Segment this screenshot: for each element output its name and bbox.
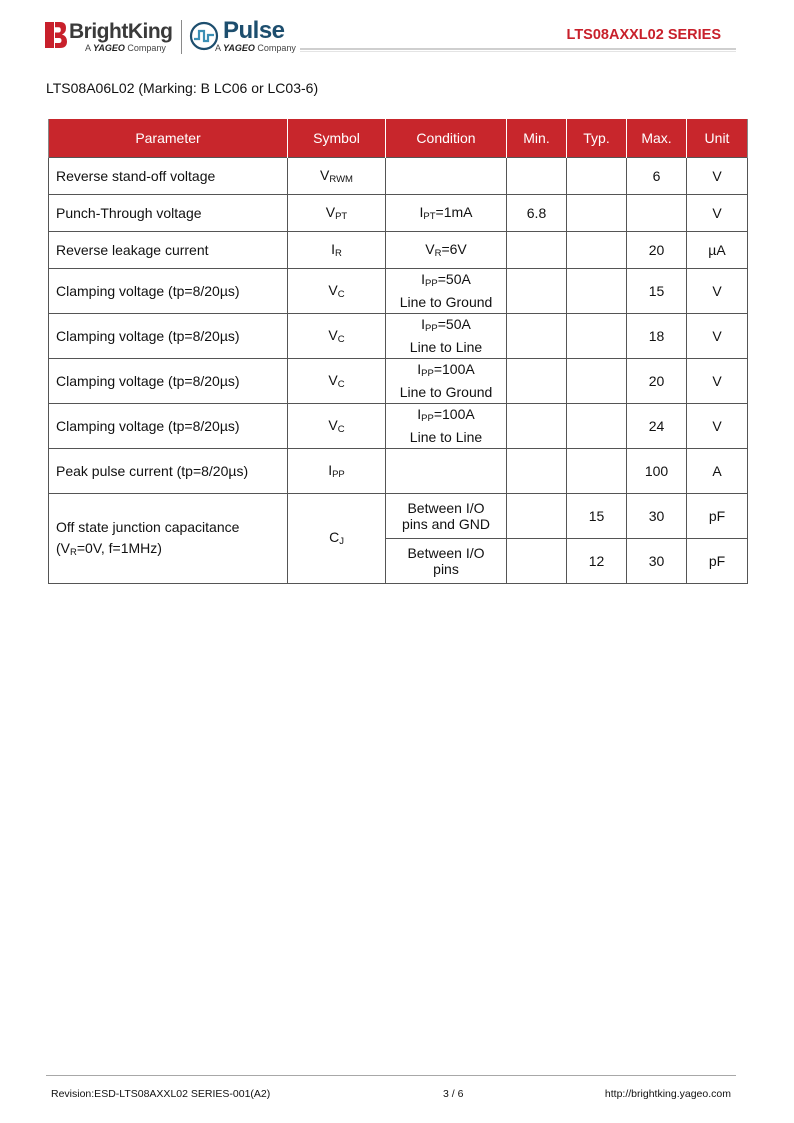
max-cell: 24: [627, 404, 687, 449]
min-cell: [507, 269, 567, 314]
max-cell: 20: [627, 359, 687, 404]
table-row: [49, 232, 748, 269]
typ-cell: [567, 269, 627, 314]
min-cell: [507, 494, 567, 539]
column-header-parameter: Parameter: [49, 119, 288, 158]
min-cell: [507, 359, 567, 404]
unit-cell: V: [687, 195, 748, 232]
condition-cell: $V_R=6V$: [386, 232, 507, 269]
typ-cell: [567, 359, 627, 404]
min-cell: [507, 404, 567, 449]
symbol-cell: $C_J$: [288, 494, 386, 584]
footer-rule: [46, 1075, 736, 1076]
parameter-cell: Off state junction capacitance ($V_R=0V$, f=1MHz): [49, 494, 288, 584]
condition-cell: [386, 449, 507, 494]
max-cell: 100: [627, 449, 687, 494]
table-row: [49, 449, 748, 494]
typ-cell: 15: [567, 494, 627, 539]
symbol-cell: $V_C$: [288, 269, 386, 314]
condition-cell: $I_{PP}=100A$ Line to Line: [386, 404, 507, 449]
parameter-cell: Reverse leakage current: [49, 232, 288, 269]
column-header-condition: Condition: [386, 119, 507, 158]
page-header: [0, 0, 794, 60]
typ-cell: [567, 158, 627, 195]
table-row: [49, 158, 748, 195]
max-cell: 30: [627, 539, 687, 584]
column-header-unit: Unit: [687, 119, 748, 158]
typ-cell: [567, 195, 627, 232]
table-row: [49, 314, 748, 359]
min-cell: [507, 158, 567, 195]
pulse-wordmark: Pulse: [223, 17, 285, 44]
column-header-min: Min.: [507, 119, 567, 158]
parameter-cell: Punch-Through voltage: [49, 195, 288, 232]
condition-cell: $I_{PP}=100A$ Line to Ground: [386, 359, 507, 404]
unit-cell: pF: [687, 539, 748, 584]
pulse-logo: [189, 18, 309, 56]
website-link[interactable]: http://brightking.yageo.com: [604, 1088, 731, 1100]
unit-cell: V: [687, 269, 748, 314]
min-cell: [507, 232, 567, 269]
min-cell: [507, 449, 567, 494]
max-cell: 6: [627, 158, 687, 195]
min-cell: [507, 539, 567, 584]
unit-cell: V: [687, 158, 748, 195]
table-row: [49, 404, 748, 449]
table-row: [49, 494, 748, 539]
column-header-symbol: Symbol: [288, 119, 386, 158]
table-row: [49, 195, 748, 232]
max-cell: 30: [627, 494, 687, 539]
unit-cell: V: [687, 359, 748, 404]
max-cell: 20: [627, 232, 687, 269]
symbol-cell: $V_C$: [288, 359, 386, 404]
brightking-wordmark: BrightKing: [69, 20, 173, 43]
min-cell: 6.8: [507, 195, 567, 232]
max-cell: 18: [627, 314, 687, 359]
column-header-max: Max.: [627, 119, 687, 158]
brightking-logo: [45, 20, 180, 56]
revision-text: Revision:ESD-LTS08AXXL02 SERIES-001(A2): [51, 1088, 271, 1100]
parameter-cell: Peak pulse current (tp=8/20µs): [49, 449, 288, 494]
parameter-cell: Clamping voltage (tp=8/20µs): [49, 359, 288, 404]
unit-cell: V: [687, 314, 748, 359]
condition-cell: [386, 158, 507, 195]
unit-cell: V: [687, 404, 748, 449]
condition-cell: $I_{PP}=50A$ Line to Ground: [386, 269, 507, 314]
table-row: [49, 359, 748, 404]
typ-cell: [567, 232, 627, 269]
symbol-cell: $V_{PT}$: [288, 195, 386, 232]
symbol-cell: $V_C$: [288, 404, 386, 449]
brightking-b-icon: [45, 22, 67, 48]
unit-cell: A: [687, 449, 748, 494]
column-header-typ: Typ.: [567, 119, 627, 158]
condition-cell: $I_{PT}=1mA$: [386, 195, 507, 232]
table-row: [49, 269, 748, 314]
min-cell: [507, 314, 567, 359]
typ-cell: [567, 449, 627, 494]
symbol-cell: $V_C$: [288, 314, 386, 359]
page-number: 3 / 6: [443, 1088, 464, 1100]
max-cell: 15: [627, 269, 687, 314]
header-rule: [300, 48, 736, 50]
logo-divider: [181, 20, 182, 54]
condition-cell: Between I/O pins and GND: [386, 494, 507, 539]
parameter-cell: Reverse stand-off voltage: [49, 158, 288, 195]
table-header-row: [49, 119, 748, 158]
symbol-cell: $V_{RWM}$: [288, 158, 386, 195]
typ-cell: [567, 404, 627, 449]
electrical-characteristics-table: [48, 119, 748, 584]
symbol-cell: $I_R$: [288, 232, 386, 269]
pulse-tagline: A YAGEO Company: [215, 43, 296, 53]
part-subtitle: LTS08A06L02 (Marking: B LC06 or LC03-6): [46, 80, 319, 96]
condition-cell: $I_{PP}=50A$ Line to Line: [386, 314, 507, 359]
parameter-cell: Clamping voltage (tp=8/20µs): [49, 404, 288, 449]
typ-cell: 12: [567, 539, 627, 584]
parameter-cell: Clamping voltage (tp=8/20µs): [49, 269, 288, 314]
unit-cell: pF: [687, 494, 748, 539]
max-cell: [627, 195, 687, 232]
series-title: LTS08AXXL02 SERIES: [566, 27, 721, 43]
brightking-tagline: A YAGEO Company: [85, 43, 166, 53]
unit-cell: µA: [687, 232, 748, 269]
typ-cell: [567, 314, 627, 359]
parameter-cell: Clamping voltage (tp=8/20µs): [49, 314, 288, 359]
condition-cell: Between I/O pins: [386, 539, 507, 584]
header-rule-secondary: [300, 51, 736, 52]
symbol-cell: $I_{PP}$: [288, 449, 386, 494]
